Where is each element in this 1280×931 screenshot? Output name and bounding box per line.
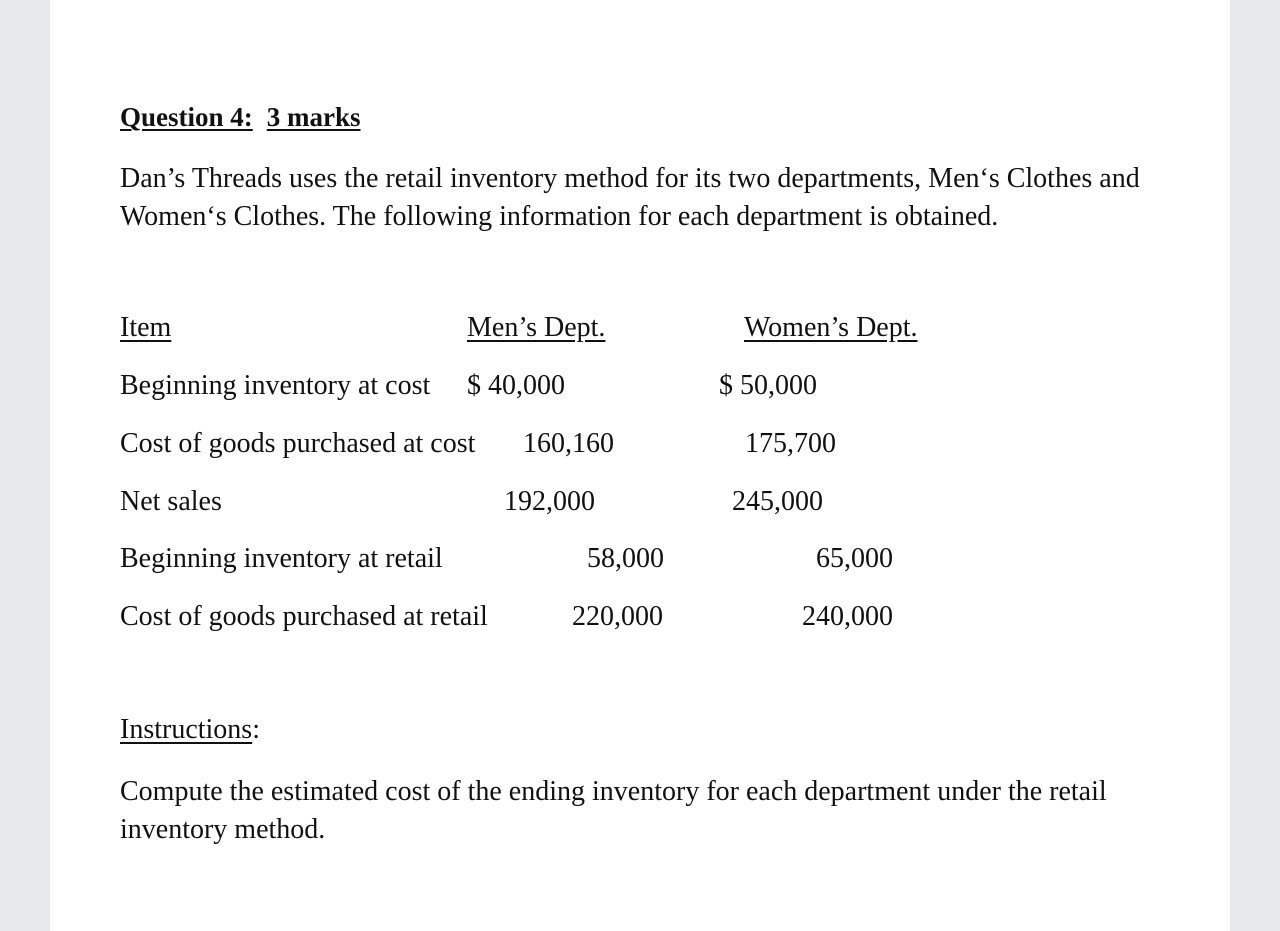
table-cell-mens: 58,000 (587, 543, 664, 574)
womens-dept-column-header: Women’s Dept. (744, 312, 918, 343)
instructions-heading (120, 716, 260, 744)
question-heading (120, 104, 369, 131)
table-row-label: Beginning inventory at retail (120, 543, 443, 574)
table-cell-mens: 220,000 (572, 601, 663, 632)
table-row-label: Cost of goods purchased at cost (120, 428, 476, 459)
document-page (50, 0, 1230, 931)
question-marks: 3 marks (266, 102, 361, 132)
table-cell-mens: $ 40,000 (467, 370, 565, 401)
table-cell-womens: $ 50,000 (719, 370, 817, 401)
table-cell-mens: 160,160 (523, 428, 614, 459)
table-row-label: Beginning inventory at cost (120, 370, 431, 401)
table-cell-mens: 192,000 (504, 486, 595, 517)
instructions-label: Instructions (120, 714, 253, 745)
question-number: Question 4: (120, 102, 253, 132)
table-cell-womens: 65,000 (816, 543, 893, 574)
table-cell-womens: 175,700 (745, 428, 836, 459)
instructions-colon: : (252, 714, 260, 745)
mens-dept-column-header: Men’s Dept. (467, 312, 606, 343)
intro-paragraph: Dan’s Threads uses the retail inventory method for its two departments, Men‘s Clothes and Women‘s Clothes. The following information for each department is obtained. (120, 163, 1140, 232)
table-row-label: Net sales (120, 486, 222, 517)
instructions-text: Compute the estimated cost of the ending inventory for each department under the retail inventory method. (120, 776, 1107, 845)
table-cell-womens: 240,000 (802, 601, 893, 632)
table-row-label: Cost of goods purchased at retail (120, 601, 488, 632)
table-cell-womens: 245,000 (732, 486, 823, 517)
item-column-header: Item (120, 312, 172, 343)
